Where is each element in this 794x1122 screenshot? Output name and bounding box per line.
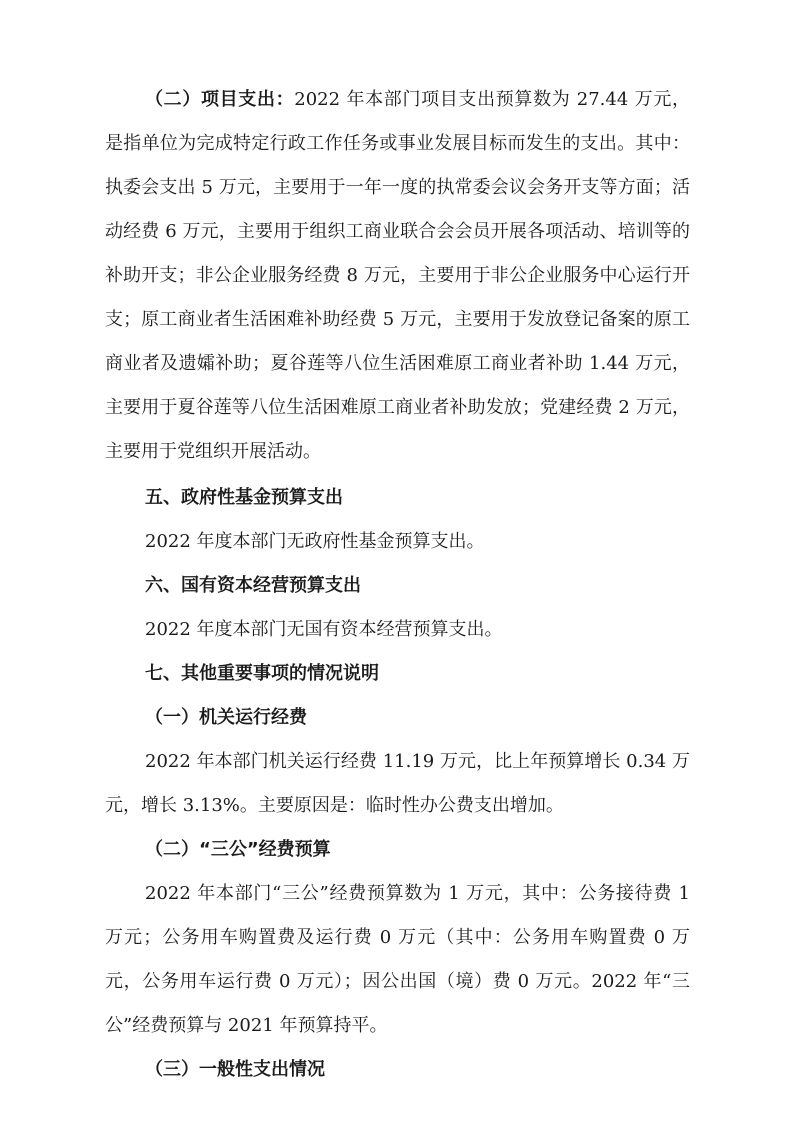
- section-5-heading: 五、政府性基金预算支出: [145, 487, 343, 508]
- sub-3-heading: （三）一般性支出情况: [145, 1059, 325, 1080]
- document-body: [105, 78, 690, 1092]
- sub-1-text: 2022 年本部门机关运行经费 11.19 万元，比上年预算增长 0.34 万元，增长 3.13%。主要原因是：临时性办公费支出增加。: [105, 751, 690, 816]
- sub-2-heading: （二）“三公”经费预算: [145, 839, 331, 860]
- project-expense-heading: （二）项目支出：: [145, 89, 295, 110]
- sub-2-text: 2022 年本部门“三公”经费预算数为 1 万元，其中：公务接待费 1 万元；公务用车购置费及运行费 0 万元（其中：公务用车购置费 0 万元，公务用车运行费 0 万元）；因公出国（境）费 0 万元。2022 年“三公”经费预算与 2021 年预算持平。: [105, 883, 690, 1036]
- section-6-text: 2022 年度本部门无国有资本经营预算支出。: [145, 619, 503, 640]
- section-7-heading: 七、其他重要事项的情况说明: [145, 663, 379, 684]
- project-expense-text: 2022 年本部门项目支出预算数为 27.44 万元，是指单位为完成特定行政工作任务或事业发展目标而发生的支出。其中：执委会支出 5 万元，主要用于一年一度的执常委会议会务开支等方面；活动经费 6 万元，主要用于组织工商业联合会会员开展各项活动、培训等的补助开支；非公企业服务经费 8 万元，主要用于非公企业服务中心运行开支；原工商业者生活困难补助经费 5 万元，主要用于发放登记备案的原工商业者及遗孀补助；夏谷莲等八位生活困难原工商业者补助 1.44 万元，主要用于夏谷莲等八位生活困难原工商业者补助发放；党建经费 2 万元，主要用于党组织开展活动。: [105, 89, 690, 462]
- section-6-heading: 六、国有资本经营预算支出: [145, 575, 361, 596]
- sub-1-heading: （一）机关运行经费: [145, 707, 307, 728]
- project-expense-paragraph: [105, 78, 690, 474]
- section-5-text: 2022 年度本部门无政府性基金预算支出。: [145, 531, 485, 552]
